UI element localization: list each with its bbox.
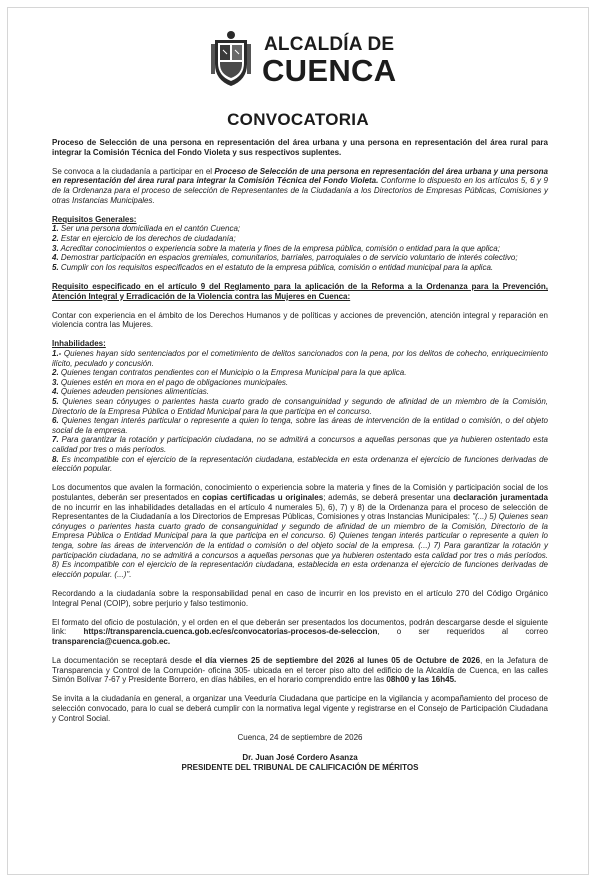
convocation-paragraph [52,167,548,205]
section-heading: Requisitos Generales: [52,214,137,224]
item-text: Quienes hayan sido sentenciados por el cometimiento de delitos sancionados con la pena, por los delitos de cohecho, enriquecimiento ilícito, peculado y concusión. [52,349,548,368]
requisito-especifico-heading: Requisito especificado en el artículo 9 del Reglamento para la aplicación de la Reforma a la Ordenanza para la Prevención, Atención Integral y Erradicación de la Violencia contra las Mujeres en Cuenca: [52,281,548,301]
list-item [52,224,548,234]
list-item [52,378,548,388]
item-number: 5. [52,262,59,272]
list-item [52,435,548,454]
document-body [52,138,548,773]
cuenca-crest-icon [209,30,253,88]
signature-name: Dr. Juan José Cordero Asanza [242,753,358,763]
item-text: Quienes adeuden pensiones alimenticias. [58,387,209,397]
item-number: 5. [52,397,59,407]
item-text: Quienes tengan contratos pendientes con el Municipio o la Empresa Municipal para la que aplica. [58,368,407,378]
text-run-bold: 08h00 y las 16h45. [386,675,457,685]
veeduria-paragraph: Se invita a la ciudadanía en general, a organizar una Veeduría Ciudadana que participe en la vigilancia y acompañamiento del proceso de selección convocado, para lo cual se deberá cumplir con la normativa legal vigente y registrarse en el Consejo de Participación Ciudadana y Control Social. [52,694,548,723]
list-item [52,349,548,368]
text-run: La documentación se receptará desde [52,656,196,666]
header [0,28,596,90]
item-number: 8. [52,454,59,464]
item-text: Quienes tengan interés particular o represente a quien lo tenga, sobre las áreas de intervención de la entidad o comisión, o del objeto social de la empresa. [52,416,548,435]
item-text: Ser una persona domiciliada en el cantón Cuenca; [58,224,241,234]
list-item [52,234,548,244]
brand-name-large: CUENCA [262,53,397,88]
documentos-paragraph [52,483,548,579]
list-item [52,416,548,435]
text-run-emphasis: Proceso de Selección de una persona en representación del área urbana y una persona en representación del área rural para integrar la Comisión Técnica del Fondo Violeta. [52,166,548,186]
list-item [52,263,548,273]
requisitos-section [52,215,548,273]
item-number: 3. [52,377,59,387]
formato-paragraph [52,618,548,647]
item-number: 7. [52,435,59,445]
item-text: Demostrar participación en espacios gremiales, comunitarios, barriales, parroquiales o de servicio voluntario de interés colectivo; [58,253,518,263]
requisito-especifico-text: Contar con experiencia en el ámbito de los Derechos Humanos y de políticas y acciones de prevención, atención integral y reparación en violencia contra las Mujeres. [52,310,548,330]
text-run-bold: declaración juramentada [453,492,549,502]
item-number: 6. [52,416,59,426]
email-link[interactable]: transparencia@cuenca.gob.ec. [52,636,171,646]
item-text: Estar en ejercicio de los derechos de ciudadanía; [58,233,236,243]
item-text: Para garantizar la rotación y participación ciudadana, no se admitirá a concursos a aquellas personas que ya hubieren ostentado esta calidad por tres o más períodos. [52,435,548,454]
inhabilidades-section [52,339,548,473]
text-run-bold: copias certificadas u originales [202,492,324,502]
text-run: , o ser requeridos al correo [377,627,548,637]
list-item [52,397,548,416]
list-item [52,253,548,263]
list-item [52,387,548,397]
item-number: 1.- [52,349,62,359]
documentacion-paragraph [52,656,548,685]
item-text: Quienes estén en mora en el pago de obligaciones municipales. [58,377,289,387]
item-text: Cumplir con los requisitos especificados en el estatuto de la empresa pública, comisión o entidad municipal para la aplica. [58,262,494,272]
text-run: , en la Jefatura de Transparencia y Control de la Corrupción- oficina 305- ubicada en el tercer piso alto del edificio de la Alcaldía de Cuenca, en las calles Simón Bolívar 7-67 y Presidente Borrero, en días hábiles, en el horario comprendido entre las [52,656,549,685]
list-item [52,244,548,254]
text-run: Los documentos que avalen la formación, conocimiento o experiencia sobre la materia y fines de la Comisión y participación social de los postulantes, deberán ser presentados en [52,483,548,502]
item-number: 2. [52,233,59,243]
brand-name-small: ALCALDÍA DE [264,34,395,55]
document-title: CONVOCATORIA [227,110,369,129]
text-run-quote: "(...) 5) Quienes sean cónyuges o parientes hasta cuarto grado de consanguinidad y segundo de afinidad de un miembro de la Comisión, Directorio de la Empresa Pública o Entidad Municipal para la que participa en el concurso. 6) Quienes tengan interés particular o represente a quien lo tenga, sobre las áreas de intervención de la entidad o comisión o del objeto social de la empresa. (...) 7) Para garantizar la rotación y participación ciudadana, no se admitirá a concursos a aquellas personas que ya hubieren ostentado esta calidad por tres o más períodos. 8) Es incompatible con el ejercicio de la representación ciudadana, establecida en esta ordenanza el ejercicio de funciones derivadas de elección popular. (...)". [52,512,548,579]
text-run-bold: el día viernes 25 de septiembre del 2026 al lunes 05 de Octubre de 2026 [195,656,481,666]
signature-title: PRESIDENTE DEL TRIBUNAL DE CALIFICACIÓN DE MÉRITOS [181,763,419,772]
recordatorio-paragraph: Recordando a la ciudadanía sobre la responsabilidad penal en caso de incurrir en los previsto en el artículo 270 del Código Orgánico Integral Penal (COIP), sobre perjurio y falso testimonio. [52,588,548,608]
item-number: 2. [52,368,59,378]
item-number: 1. [52,224,59,234]
item-number: 4. [52,253,59,263]
text-run: Conforme lo dispuesto en los artículos 5, 6 y 9 de la Ordenanza para el proceso de selección de Representantes de la Ciudadanía a los Directorios de Empresas Públicas, Comisiones y otras Instancias Municipales. [52,176,548,205]
item-number: 4. [52,387,59,397]
intro-paragraph: Proceso de Selección de una persona en representación del área urbana y una persona en representación del área rural para integrar la Comisión Técnica del Fondo Violeta y sus respectivos suplentes. [52,138,548,157]
item-number: 3. [52,243,59,253]
item-text: Quienes sean cónyuges o parientes hasta cuarto grado de consanguinidad y segundo de afinidad de un miembro de la Comisión, Directorio de la Empresa Pública o Entidad Municipal para la que participa en el concurso. [52,397,548,416]
section-heading: Inhabilidades: [52,339,106,349]
list-item [52,368,548,378]
transparencia-link[interactable]: https://transparencia.cuenca.gob.ec/es/convocatorias-procesos-de-seleccion [83,627,378,637]
document-date: Cuenca, 24 de septiembre de 2026 [237,732,363,742]
text-run: de no incurrir en las inhabilidades detalladas en el artículo 4 numerales 5), 6), 7) y 8) de la Ordenanza para el proceso de selección de Representantes de la Ciudadanía a los Directorios de Empresas Públicas, Comisiones y otras Instancias Municipales: [52,502,548,522]
text-run: ; además, se deberá presentar una [323,492,454,502]
list-item [52,455,548,474]
text-run: El formato del oficio de postulación, y el orden en el que deberán ser presentados los documentos, podrán descargarse desde el siguiente link: [52,617,548,637]
text-run: Se convoca a la ciudadanía a participar en el [52,166,215,176]
item-text: Acreditar conocimientos o experiencia sobre la materia y fines de la empresa pública, comisión o entidad para la que aplica; [58,243,500,253]
item-text: Es incompatible con el ejercicio de la representación ciudadana, establecida en esta ordenanza el ejercicio de funciones derivadas de elección popular. [52,454,548,474]
